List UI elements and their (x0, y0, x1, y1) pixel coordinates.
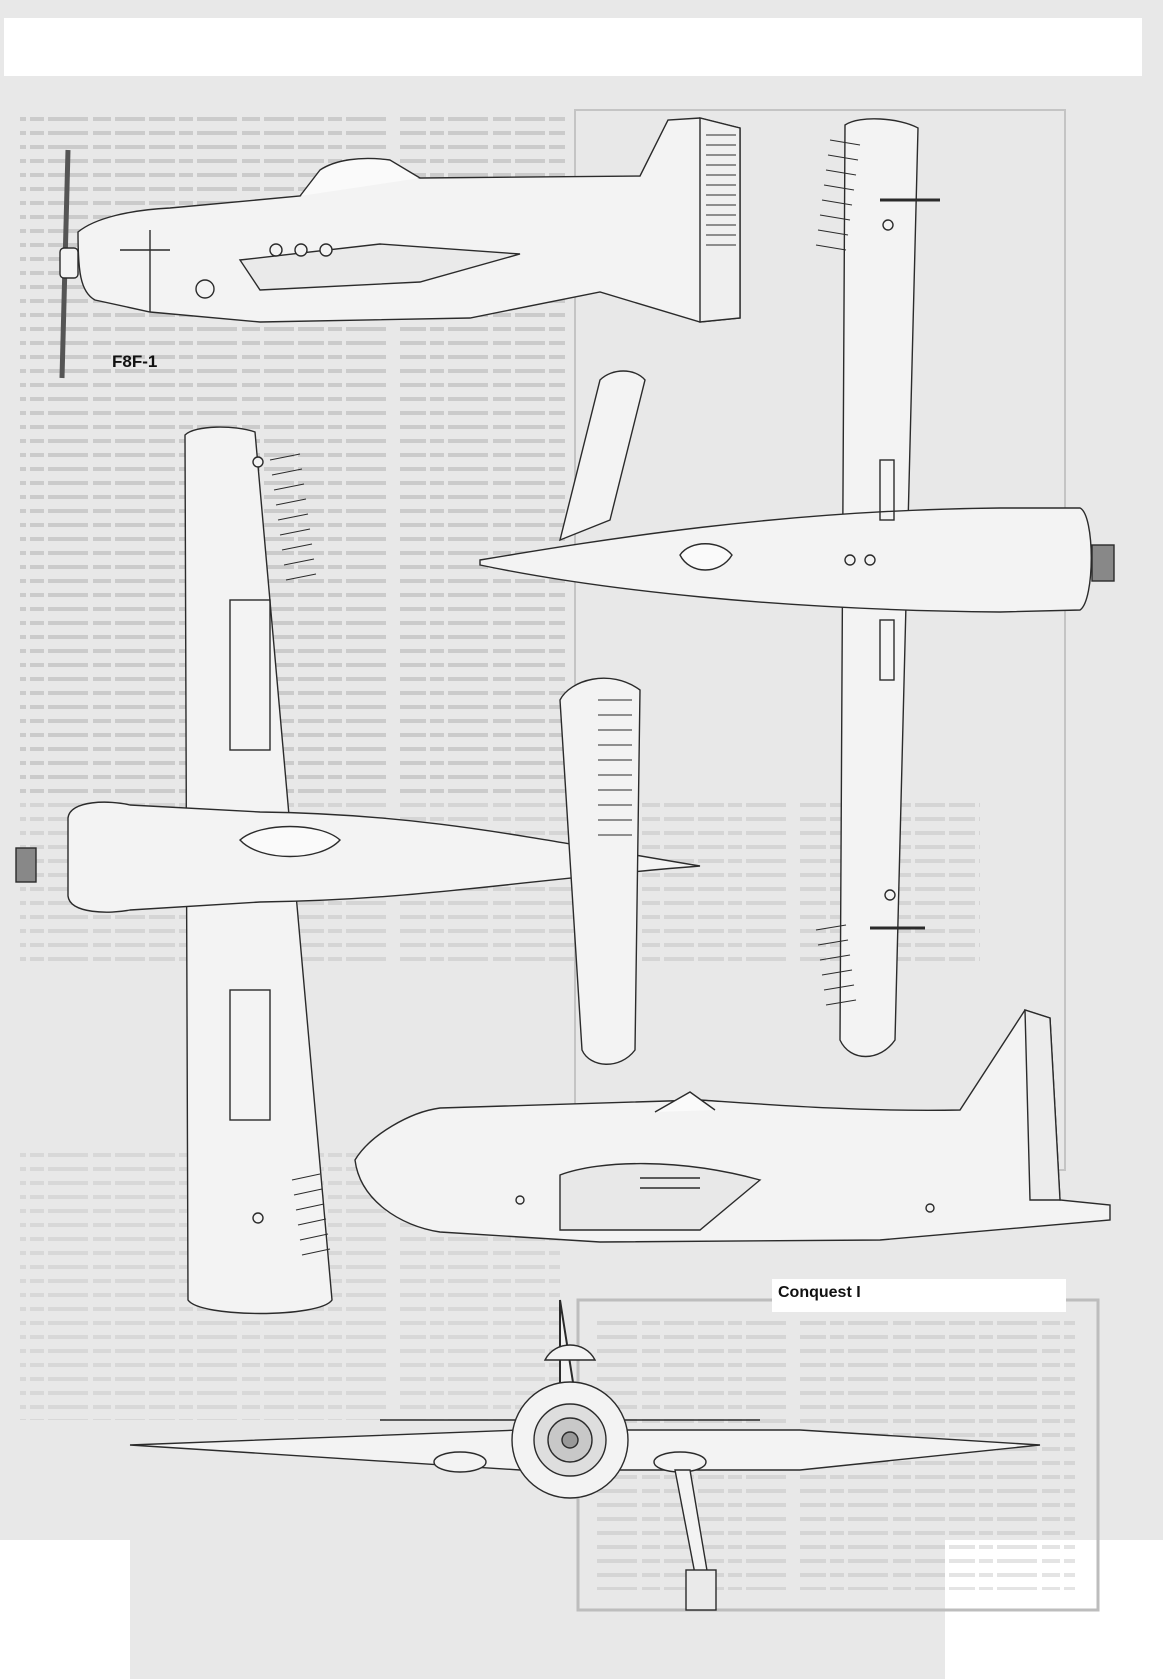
model-label: F8F-1 (112, 352, 158, 371)
top-whiteout (4, 18, 1142, 76)
caption-label: Conquest I (778, 1284, 861, 1301)
